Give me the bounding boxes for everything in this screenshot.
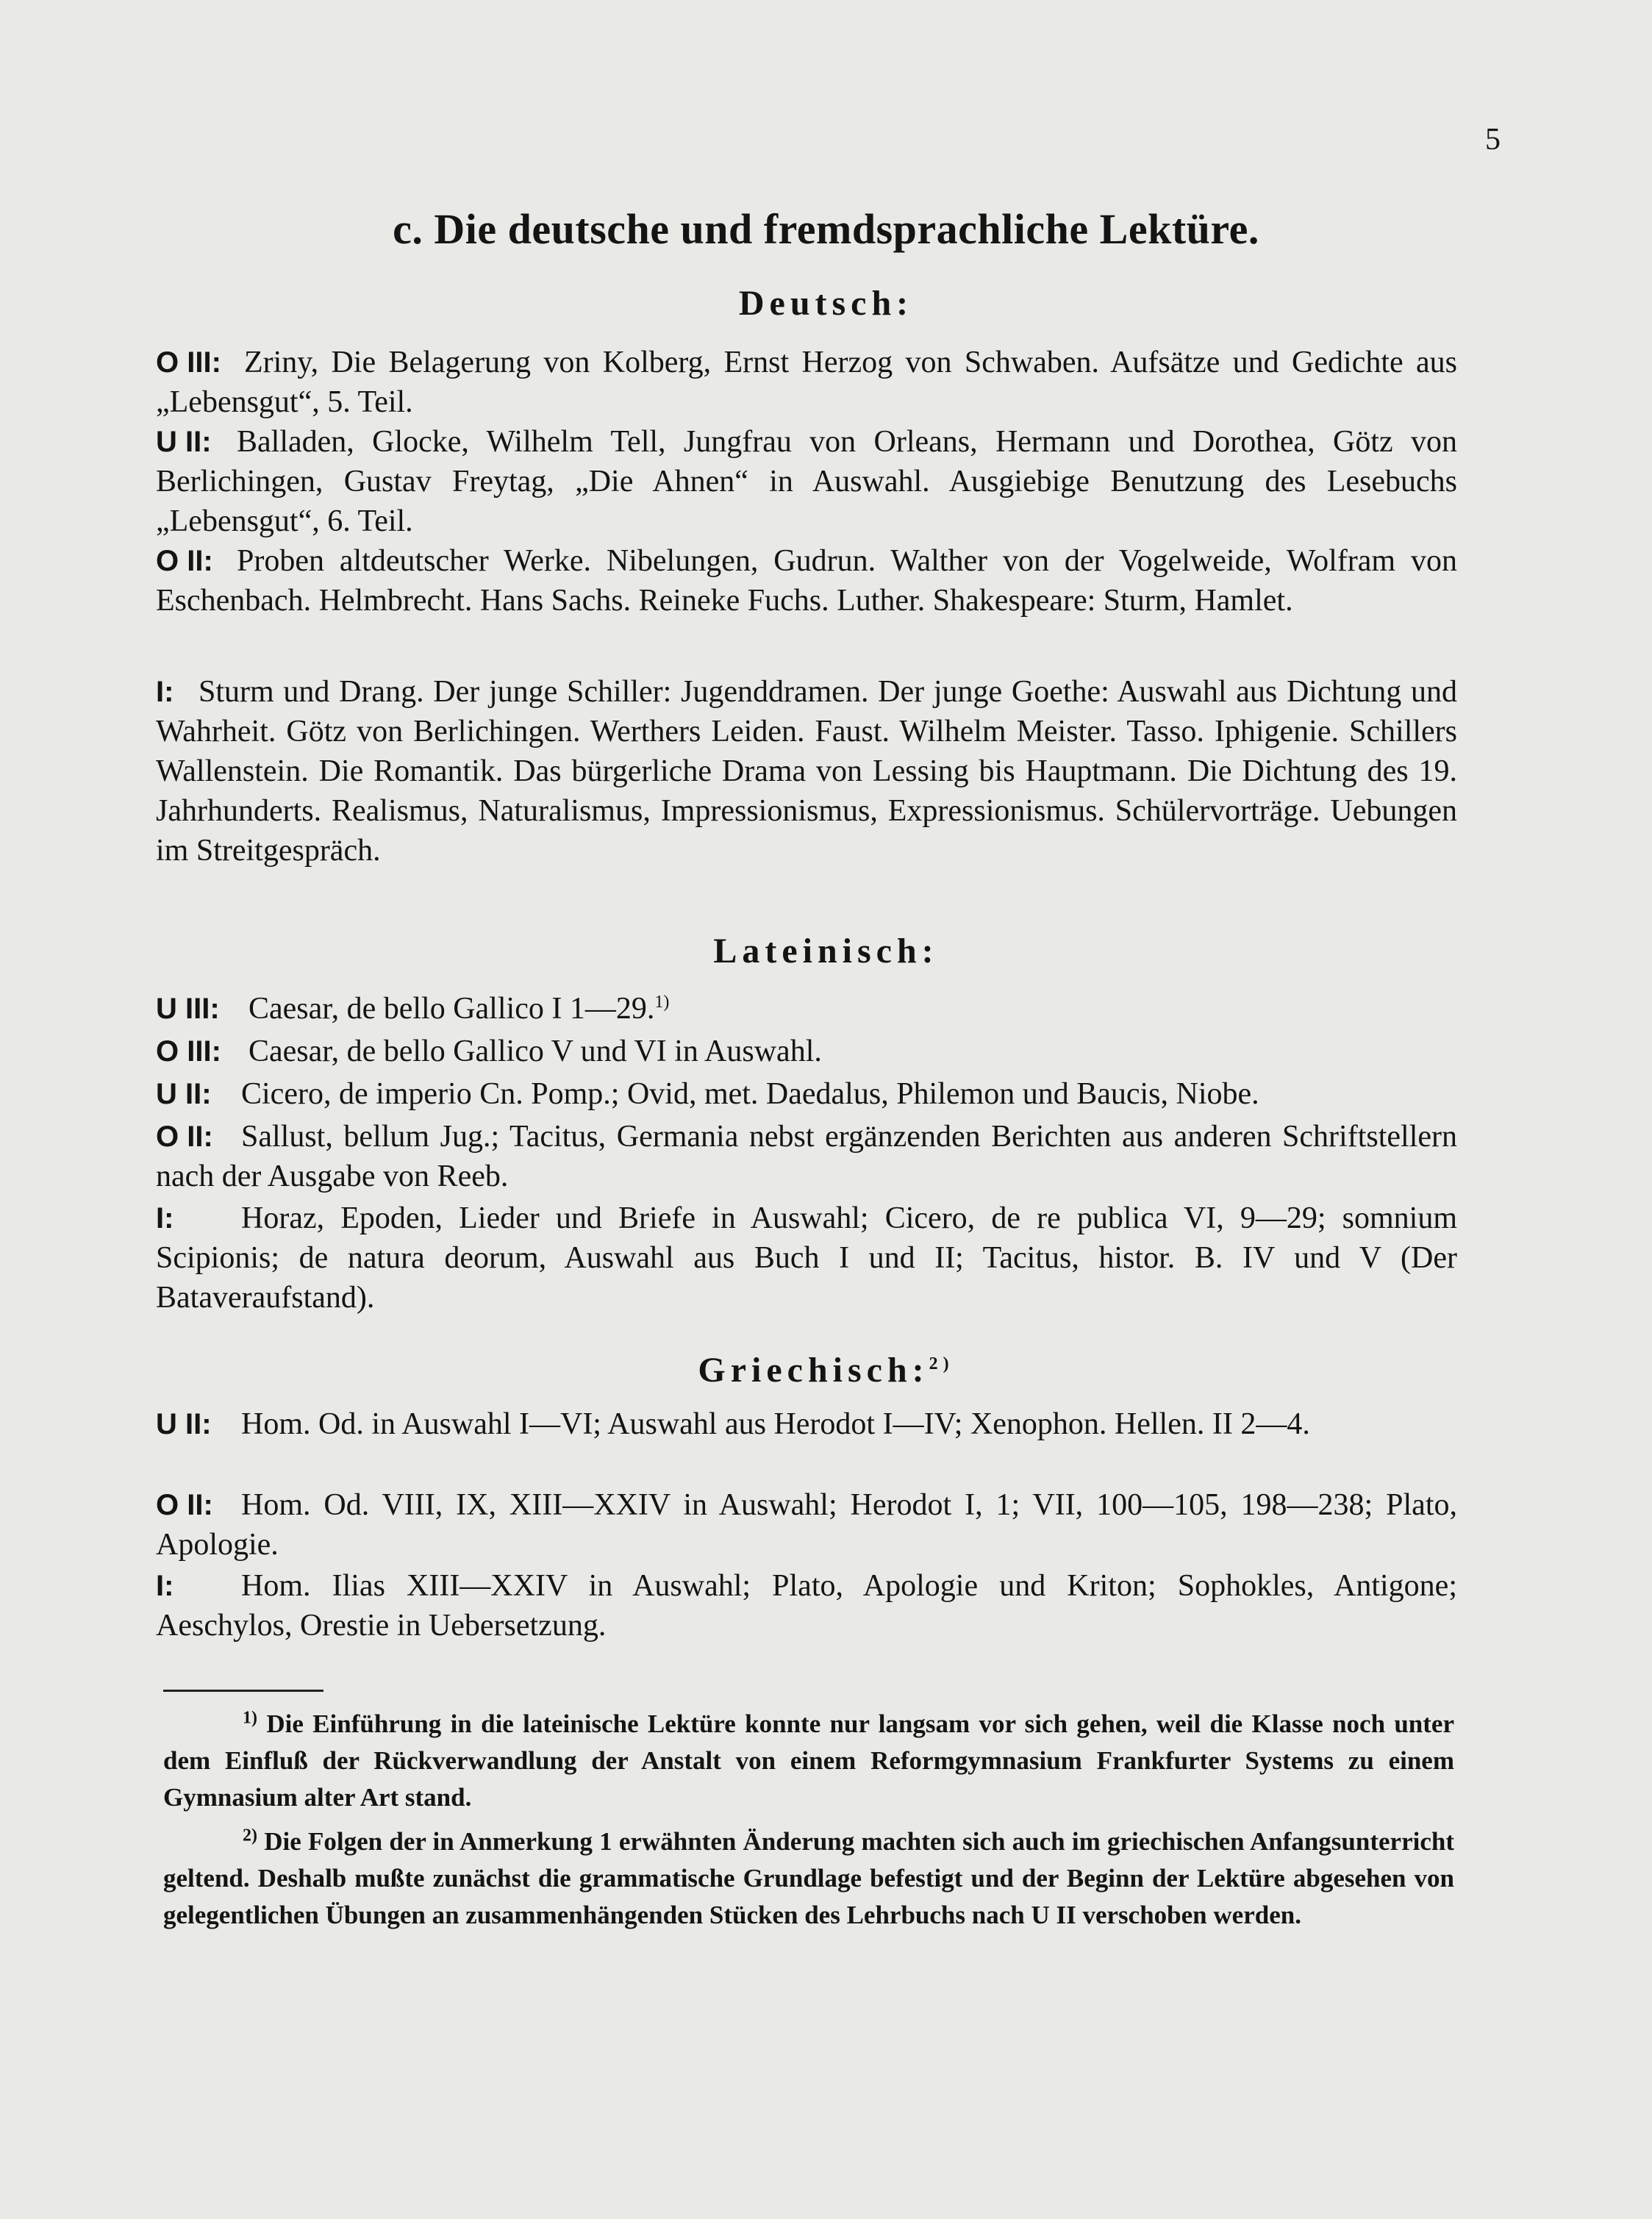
deutsch-entry-u2	[156, 422, 1457, 541]
entry-text	[156, 989, 1457, 1029]
deutsch-entry-o3	[156, 343, 1457, 422]
entry-text: Zriny, Die Belagerung von Kolberg, Ernst Herzog von Schwaben. Aufsätze und Gedichte aus „Lebensgut“, 5. Teil.	[156, 346, 1457, 419]
footnote-mark: 1)	[243, 1708, 257, 1728]
latein-entry-o2	[156, 1117, 1457, 1196]
entry-text: Hom. Od. in Auswahl I—VI; Auswahl aus Herodot I—IV; Xenophon. Hellen. II 2—4.	[241, 1407, 1310, 1441]
footnote-mark: 2)	[243, 1826, 257, 1845]
class-label: O III:	[156, 1035, 221, 1068]
class-label: O III:	[156, 346, 221, 379]
entry-text: Hom. Od. VIII, IX, XIII—XXIV in Auswahl; Herodot I, 1; VII, 100—105, 198—238; Plato, Apologie.	[156, 1488, 1457, 1562]
footnote-1	[163, 1706, 1454, 1816]
class-label: I:	[156, 1570, 174, 1602]
class-label: U II:	[156, 1408, 212, 1440]
footnote-ref: 1)	[654, 993, 670, 1012]
griechisch-entry-o2	[156, 1485, 1457, 1565]
class-label: I:	[156, 676, 174, 708]
class-label: O II:	[156, 1121, 213, 1153]
entry-text: Sturm und Drang. Der junge Schiller: Jugenddramen. Der junge Goethe: Auswahl aus Dichtung und Wahrheit. Götz von Berlichingen. Werthers Leiden. Faust. Wilhelm Meister. Tasso. Iphigenie. Schillers Wallenstein. Die Romantik. Das bürgerliche Drama von Lessing bis Hauptmann. Die Dichtung des 19. Jahrhunderts. Realismus, Naturalismus, Impressionismus, Expressionismus. Schülervorträge. Uebungen im Streitgespräch.	[156, 675, 1457, 868]
footnote-text: Die Folgen der in Anmerkung 1 erwähnten Änderung machten sich auch im griechischen Anfangsunterricht geltend. Deshalb mußte zunächst die grammatische Grundlage befestigt und der Beginn der Lektüre abgesehen von gelegentlichen Übungen an zusammenhängenden Stücken des Lehrbuchs nach U II verschoben werden.	[163, 1827, 1454, 1929]
heading-latein: Lateinisch:	[713, 932, 939, 971]
class-label: O II:	[156, 545, 213, 577]
deutsch-entry-i	[156, 672, 1457, 871]
latein-entry-u2	[156, 1074, 1457, 1114]
entry-text: Balladen, Glocke, Wilhelm Tell, Jungfrau von Orleans, Hermann und Dorothea, Götz von Berlichingen, Gustav Freytag, „Die Ahnen“ in Auswahl. Ausgiebige Benutzung des Lesebuchs „Lebensgut“, 6. Teil.	[156, 425, 1457, 538]
class-label: U III:	[156, 993, 220, 1025]
page-number: 5	[1485, 123, 1501, 157]
entry-text: Caesar, de bello Gallico V und VI in Auswahl.	[248, 1035, 822, 1068]
entry-text: Sallust, bellum Jug.; Tacitus, Germania nebst ergänzenden Berichten aus anderen Schriftstellern nach der Ausgabe von Reeb.	[156, 1120, 1457, 1193]
entry-text: Proben altdeutscher Werke. Nibelungen, Gudrun. Walther von der Vogelweide, Wolfram von Eschenbach. Helmbrecht. Hans Sachs. Reineke Fuchs. Luther. Shakespeare: Sturm, Hamlet.	[156, 544, 1457, 618]
footnote-ref: 2)	[929, 1354, 954, 1373]
entry-text: Horaz, Epoden, Lieder und Briefe in Auswahl; Cicero, de re publica VI, 9—29; somnium Scipionis; de natura deorum, Auswahl aus Buch I und II; Tacitus, histor. B. IV und V (Der Bataveraufstand).	[156, 1201, 1457, 1315]
footnote-2	[163, 1823, 1454, 1934]
class-label: I:	[156, 1202, 174, 1234]
latein-entry-u3	[156, 989, 1457, 1029]
griechisch-entry-u2	[156, 1404, 1457, 1444]
griechisch-entry-i	[156, 1566, 1457, 1646]
class-label: U II:	[156, 426, 212, 458]
deutsch-entry-o2	[156, 541, 1457, 621]
latein-entry-o3	[156, 1032, 1457, 1071]
latein-entry-i	[156, 1198, 1457, 1318]
class-label: O II:	[156, 1489, 213, 1521]
section-title: c. Die deutsche und fremdsprachliche Lektüre.	[393, 205, 1259, 253]
heading-deutsch: Deutsch:	[738, 284, 914, 323]
footnote-text: Die Einführung in die lateinische Lektüre konnte nur langsam vor sich gehen, weil die Klasse noch unter dem Einfluß der Rückverwandlung der Anstalt von einem Reformgymnasium Frankfurter Systems zu einem Gymnasium alter Art stand.	[163, 1709, 1455, 1812]
heading-griechisch-text: Griechisch:	[698, 1351, 929, 1390]
heading-griechisch	[0, 1350, 1652, 1390]
class-label: U II:	[156, 1078, 212, 1110]
entry-text: Hom. Ilias XIII—XXIV in Auswahl; Plato, Apologie und Kriton; Sophokles, Antigone; Aeschylos, Orestie in Uebersetzung.	[156, 1569, 1457, 1643]
entry-text: Cicero, de imperio Cn. Pomp.; Ovid, met. Daedalus, Philemon und Baucis, Niobe.	[241, 1077, 1259, 1111]
footnote-divider	[163, 1690, 323, 1692]
entry-text-body: Caesar, de bello Gallico I 1—29.	[248, 992, 655, 1026]
